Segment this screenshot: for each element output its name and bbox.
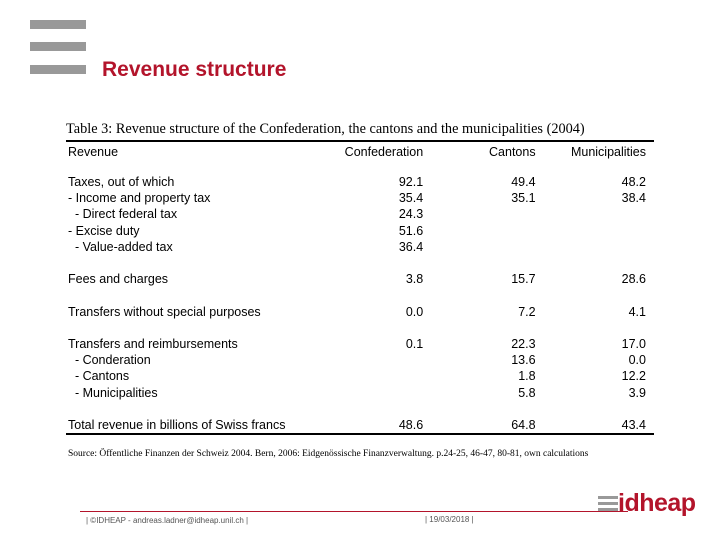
table-row [66, 352, 654, 368]
cell-municipalities [536, 206, 654, 222]
cell-municipalities: 43.4 [621, 417, 646, 432]
row-label: - Direct federal tax [68, 207, 178, 222]
cell-confederation: 0.0 [405, 304, 424, 319]
table-row [66, 271, 654, 287]
cell-cantons: 22.3 [511, 336, 536, 351]
brand-wordmark: idheap [618, 489, 696, 517]
table-row [66, 304, 654, 320]
revenue-table [66, 118, 654, 435]
row-label: - Income and property tax [68, 191, 211, 206]
cell-municipalities [536, 223, 654, 239]
row-label: - Conderation [68, 353, 151, 368]
cell-confederation: 92.1 [398, 175, 424, 189]
cell-municipalities: 4.1 [628, 304, 646, 319]
cell-municipalities: 38.4 [621, 191, 646, 206]
table-caption: Table 3: Revenue structure of the Confederation, the cantons and the municipalities (2004) [66, 121, 585, 137]
header-revenue: Revenue [68, 145, 119, 159]
cell-cantons: 15.7 [511, 272, 536, 287]
row-label: - Excise duty [68, 223, 140, 238]
cell-cantons: 1.8 [518, 369, 536, 384]
table-row [66, 239, 654, 255]
table-header-row [66, 142, 654, 162]
cell-cantons: 35.1 [511, 191, 536, 206]
footer-date: | 19/03/2018 | [425, 515, 474, 524]
row-label: Fees and charges [68, 272, 169, 287]
table-row [66, 368, 654, 384]
cell-confederation: 36.4 [398, 239, 424, 254]
cell-municipalities: 28.6 [621, 272, 646, 287]
idheap-logo [598, 488, 696, 522]
cell-cantons [423, 223, 535, 239]
cell-municipalities: 12.2 [621, 369, 646, 384]
table-bottom-rule [66, 433, 654, 435]
cell-cantons [423, 239, 535, 255]
footer-copyright: | ©IDHEAP - andreas.ladner@idheap.unil.ch | [86, 516, 249, 525]
header-cantons: Cantons [489, 145, 536, 159]
table-row [66, 190, 654, 206]
cell-cantons: 64.8 [511, 417, 536, 432]
row-label: Transfers without special purposes [68, 304, 261, 319]
row-label: - Cantons [68, 369, 130, 384]
footer-divider [80, 511, 628, 512]
row-label: - Municipalities [68, 385, 158, 400]
cell-cantons: 13.6 [511, 353, 536, 368]
table-spacer-row [66, 255, 654, 271]
table-row [66, 336, 654, 352]
table-spacer-row [66, 162, 654, 174]
row-label: Transfers and reimbursements [68, 336, 238, 351]
cell-confederation: 24.3 [398, 207, 424, 222]
source-note: Source: Öffentliche Finanzen der Schweiz 2004. Bern, 2006: Eidgenössische Finanzverwaltung. p.24-25, 46-47, 80-81, own calculations [68, 449, 589, 459]
row-label: - Value-added tax [68, 239, 173, 254]
cell-confederation [321, 352, 423, 368]
table-row [66, 385, 654, 401]
cell-confederation: 35.4 [398, 191, 424, 206]
brand-lines-icon [598, 494, 618, 514]
table-row [66, 206, 654, 222]
table-row [66, 417, 654, 433]
table-row [66, 174, 654, 190]
page-title: Revenue structure [102, 58, 287, 81]
cell-municipalities: 3.9 [628, 385, 646, 400]
cell-cantons: 5.8 [518, 385, 536, 400]
header-municipalities: Municipalities [570, 145, 646, 159]
revenue-data-table [66, 142, 654, 433]
cell-cantons [423, 206, 535, 222]
cell-municipalities: 17.0 [621, 336, 646, 351]
cell-municipalities [536, 239, 654, 255]
row-label: Taxes, out of which [68, 175, 175, 189]
cell-confederation: 48.6 [398, 417, 424, 432]
cell-confederation [321, 385, 423, 401]
row-label: Total revenue in billions of Swiss francs [68, 417, 286, 432]
cell-confederation: 0.1 [405, 336, 424, 351]
table-spacer-row [66, 401, 654, 417]
cell-municipalities: 0.0 [628, 353, 646, 368]
table-spacer-row [66, 287, 654, 303]
cell-confederation: 51.6 [398, 223, 424, 238]
cell-confederation: 3.8 [405, 272, 424, 287]
cell-cantons: 49.4 [511, 175, 536, 189]
table-row [66, 223, 654, 239]
table-spacer-row [66, 320, 654, 336]
header-confederation: Confederation [344, 145, 424, 159]
menu-bars-logo-icon [30, 20, 86, 74]
cell-cantons: 7.2 [518, 304, 536, 319]
cell-municipalities: 48.2 [621, 175, 646, 189]
cell-confederation [321, 368, 423, 384]
